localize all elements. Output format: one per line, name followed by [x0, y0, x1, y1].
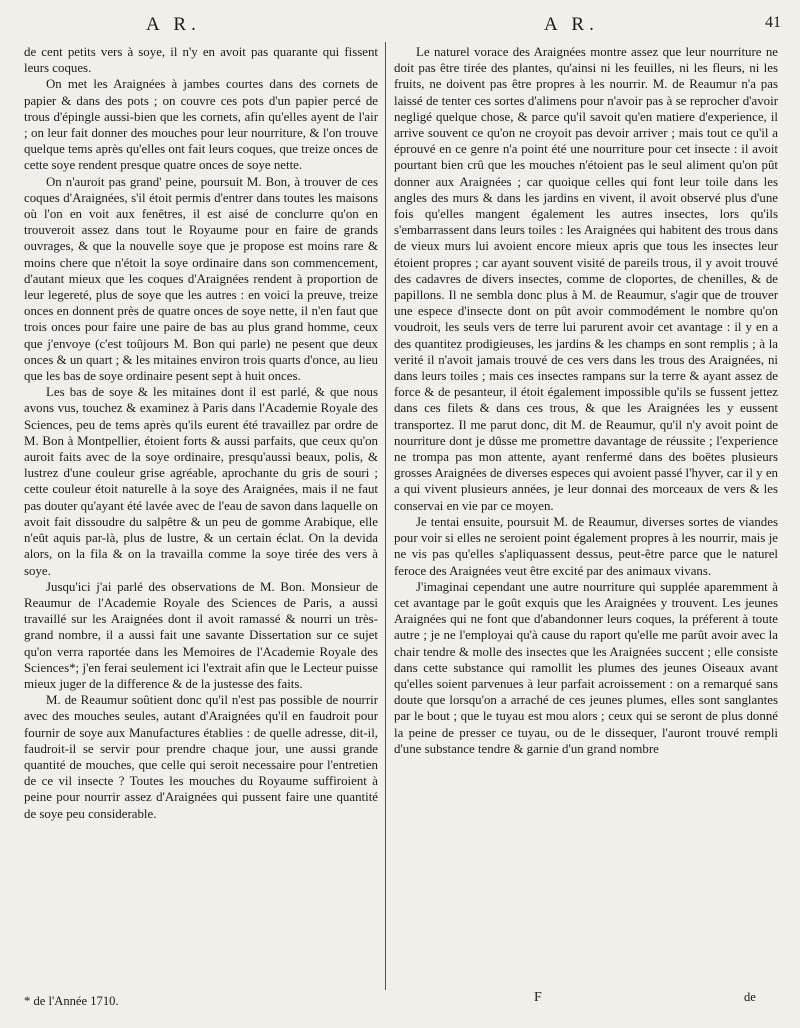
page-number: 41: [765, 14, 781, 31]
signature-mark: F: [534, 990, 542, 1005]
paragraph: Je tentai ensuite, poursuit M. de Reaumur, diverses sortes de viandes pour voir si elles ne seroient point également propres à les nourrir, mais je ne vis pas qu'elles s'apliquassent dessus, peut-être parce que le naturel feroce des Araignées veut être excité par des animaux vivans.: [394, 514, 778, 578]
header-right-title: A R.: [544, 14, 599, 35]
running-header: [0, 14, 800, 40]
left-column: [24, 44, 378, 822]
paragraph: On met les Araignées à jambes courtes dans des cornets de papier & dans des pots ; on couvre ces pots d'un papier percé de trous d'épingle aussi-bien que les cornets, afin qu'elles ayent de l'air ; on leur fait donner des mouches pour leur nourriture, & l'on trouve quelque tems après qu'elles ont fait leurs coques, que treize onces de cette soye rendent presque quatre onces de soye nette.: [24, 77, 378, 173]
paragraph: J'imaginai cependant une autre nourriture qui supplée aparemment à cet avantage par le goût exquis que les Araignées y trouvent. Les jeunes Araignées qui ne font que d'abandonner leurs coques, la préferent à toute autre ; je ne l'employai qu'à cause du raport qu'elle me parût avoir avec la chair tendre & molle des insectes que les Araignées succent ; elle consiste dans cette substance qui ramollit les plumes des jeunes Oiseaux avant qu'elles soient parvenues à leur parfait acroissement : on a remarqué sans doute que lorsqu'on a arraché de ces jeunes plumes, elles sont sanglantes par le bout ; que le tuyau est mou alors ; ceux qui se seront de plus donné la peine de presser ce tuyau, ou de le dissequer, l'auront trouvé rempli d'une substance tendre & garnie d'un grand nombre: [394, 579, 778, 756]
paragraph: Jusqu'ici j'ai parlé des observations de M. Bon. Monsieur de Reaumur de l'Academie Royale des Sciences de Paris, a aussi travaillé sur les Araignées dont il avoit ramassé & nourri un très-grand nombre, il a aussi fait une savante Dissertation sur ce sujet qu'on verra raportée dans les Memoires de l'Academie Royale des Sciences*; j'en ferai seulement ici l'extrait afin que le Lecteur puisse mieux juger de la difference & de la justesse des faits.: [24, 579, 378, 691]
footnote: * de l'Année 1710.: [24, 994, 119, 1008]
paragraph: de cent petits vers à soye, il n'y en avoit pas quarante qui fissent leurs coques.: [24, 45, 378, 76]
right-column: [394, 44, 778, 757]
paragraph: On n'auroit pas grand' peine, poursuit M. Bon, à trouver de ces coques d'Araignées, s'il étoit permis d'entrer dans toutes les maisons où l'on en voit aux fenêtres, il est aisé de conclurre qu'on en trouveroit assez dans tout le Royaume pour en faire de grands ouvrages, & que la nouvelle soye que je propose est moins rare & moins chere que n'étoit la soye ordinaire dans son commencement, d'autant mieux que les coques d'Araignées rendent à proportion de leur legereté, plus de soye que les autres : en voici la preuve, treize onces en donnent près de quatre onces de soye nette, il n'en faut que trois onces pour faire une paire de bas au plus grand homme, ceux que j'envoye (c'est toûjours M. Bon qui parle) ne pesent que deux onces & un quart ; & les mitaines environ trois quarts d'once, au lieu que les bas de soye ordinaire pesent sept à huit onces.: [24, 174, 378, 384]
column-divider: [385, 42, 386, 990]
paragraph: Le naturel vorace des Araignées montre assez que leur nourriture ne doit pas être tirée des plantes, qu'ainsi ni les feuilles, ni les fleurs, ni les fruits, ne doivent pas être propres à les nourrir. M. de Reaumur n'a pas laissé de tenter ces sortes d'alimens pour n'avoir pas à se reprocher d'avoir negligé quelque chose, & parce qu'il savoit qu'en matiere d'experience, il arrive souvent ce qu'on ne croyoit pas devoir arriver ; mais tout ce qu'il a éprouvé en ce genre n'a point été une nourriture pour cet insecte : il avoit pourtant bien crû que les mouches n'étoient pas le seul aliment qu'on pût donner aux Araignées ; car quoique celles qui font leur toile dans les angles des murs & dans les jardins en vivent, il avoit observé plus d'une fois qu'elles mangent également les autres insectes, lors qu'ils s'embarrassent dans leurs toiles : les Araignées qui habitent des trous dans de vieux murs lui avoient encore mieux apris que tous les insectes leur étoient propres ; car ayant souvent visité de pareils trous, il y avoit trouvé des cadavres de divers insectes, comme de cloportes, de chenilles, & de papillons. Il ne sembla donc plus à M. de Reaumur, s'agir que de trouver une espece d'insecte dont on pût avoir commodément le nombre qu'on voudroit, les seuls vers de terre lui parurent avoir cet avantage : il y en a des quantitez prodigieuses, les jardins & les champs en sont remplis ; à la verité il n'avoit jamais trouvé de ces vers dans les trous des Araignées, ni dans leurs toiles ; mais ces insectes rampans sur la terre & ayant assez de force & de pesanteur, il étoit également impossible qu'ils se fussent jettez dans ces filets & dans ces trous, & que les Araignées les y eussent transportez. Il me parut donc, dit M. de Reaumur, qu'il n'y avoit point de nourriture dont je dûsse me promettre davantage de réussite ; l'experience ne trompa pas mon attente, ayant renfermé dans des boëtes plusieurs grosses Araignées de diverses especes qui avoient passé l'hyver, car il y en a qui vivent plusieurs années, je leur donnai des morceaux de vers & les conservai en vie par ce moyen.: [394, 45, 778, 513]
paragraph: Les bas de soye & les mitaines dont il est parlé, & que nous avons vus, touchez & examinez à Paris dans l'Academie Royale des Sciences, peu de tems après qu'ils eurent été travaillez par ordre de M. Bon à Montpellier, étoient forts & aussi parfaits, que ceux qu'on auroit faits avec de la soye ordinaire, presqu'aussi beaux, polis, & lustrez d'une couleur grise agréable, aprochante du gris de souri ; cette couleur étoit naturelle à la soye des Araignées, mais il ne faut pas douter qu'ayant été lavée avec de l'eau de savon dans laquelle on avoit fait dissoudre du salpêtre & un peu de gomme Arabique, elle n'eût aquis par-là, plus de lustre, & un certain éclat. On la devida alors, on la fila & on la travailla comme la soye tirée des vers à soye.: [24, 385, 378, 578]
header-left-title: A R.: [146, 14, 201, 35]
paragraph: M. de Reaumur soûtient donc qu'il n'est pas possible de nourrir avec des mouches seules, autant d'Araignées qu'il en faudroit pour fournir de soye aux Manufactures établies : de quelle adresse, dit-il, faudroit-il se servir pour prendre chaque jour, une aussi grande quantité de mouches, que celle qui seroit necessaire pour l'entretien de ce vil insecte ? Toutes les mouches du Royaume suffiroient à peine pour nourrir assez d'Araignées qui pussent faire une quantité de soye peu considerable.: [24, 693, 378, 821]
catchword: de: [744, 990, 756, 1004]
